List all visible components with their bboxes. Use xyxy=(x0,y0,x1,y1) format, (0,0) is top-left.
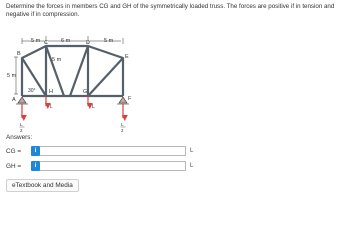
load-label-h: L xyxy=(50,104,53,110)
info-icon[interactable]: i xyxy=(31,146,40,156)
node-label-g: G xyxy=(83,89,88,95)
dim-mid-label: 6 m xyxy=(61,38,71,44)
truss-members xyxy=(22,46,123,96)
answer-row-gh xyxy=(6,160,193,172)
node-label-e: E xyxy=(125,54,129,60)
support-load-label-a-top: L xyxy=(20,122,23,127)
answers-heading: Answers: xyxy=(6,134,33,141)
node-label-f: F xyxy=(128,96,132,102)
cg-answer-input[interactable] xyxy=(40,146,186,156)
node-label-b: B xyxy=(17,51,21,57)
dim-left-label: 5 m xyxy=(31,38,41,44)
support-a xyxy=(16,97,28,104)
angle-label: 30° xyxy=(28,88,36,94)
answer-label-cg: CG = xyxy=(6,147,22,155)
dim-inner-label: 5 m xyxy=(52,57,62,63)
dim-vertical-label: 5 m xyxy=(7,73,17,79)
answer-label-gh: GH = xyxy=(6,162,22,170)
gh-answer-input[interactable] xyxy=(40,161,186,171)
support-load-label-f-bottom: 2 xyxy=(121,128,124,133)
node-label-h: H xyxy=(49,89,53,95)
node-label-d: D xyxy=(86,40,90,46)
answer-unit-gh: L xyxy=(190,163,194,169)
problem-statement: Determine the forces in members CG and GH of the symmetrically loaded truss. The forces are positive if in tension and negative if in compression. xyxy=(6,3,335,18)
node-label-c: C xyxy=(44,40,48,46)
info-icon[interactable]: i xyxy=(31,161,40,171)
answer-row-cg xyxy=(6,145,193,157)
dim-right-label: 5 m xyxy=(104,38,114,44)
etextbook-media-button[interactable]: eTextbook and Media xyxy=(6,179,79,192)
dimension-lines xyxy=(14,36,123,94)
load-arrows xyxy=(22,96,123,118)
node-label-a: A xyxy=(12,97,16,103)
answer-unit-cg: L xyxy=(190,148,194,154)
support-load-label-f-top: L xyxy=(121,122,124,127)
support-load-label-a-bottom: 2 xyxy=(20,128,23,133)
load-label-g: L xyxy=(92,104,95,110)
